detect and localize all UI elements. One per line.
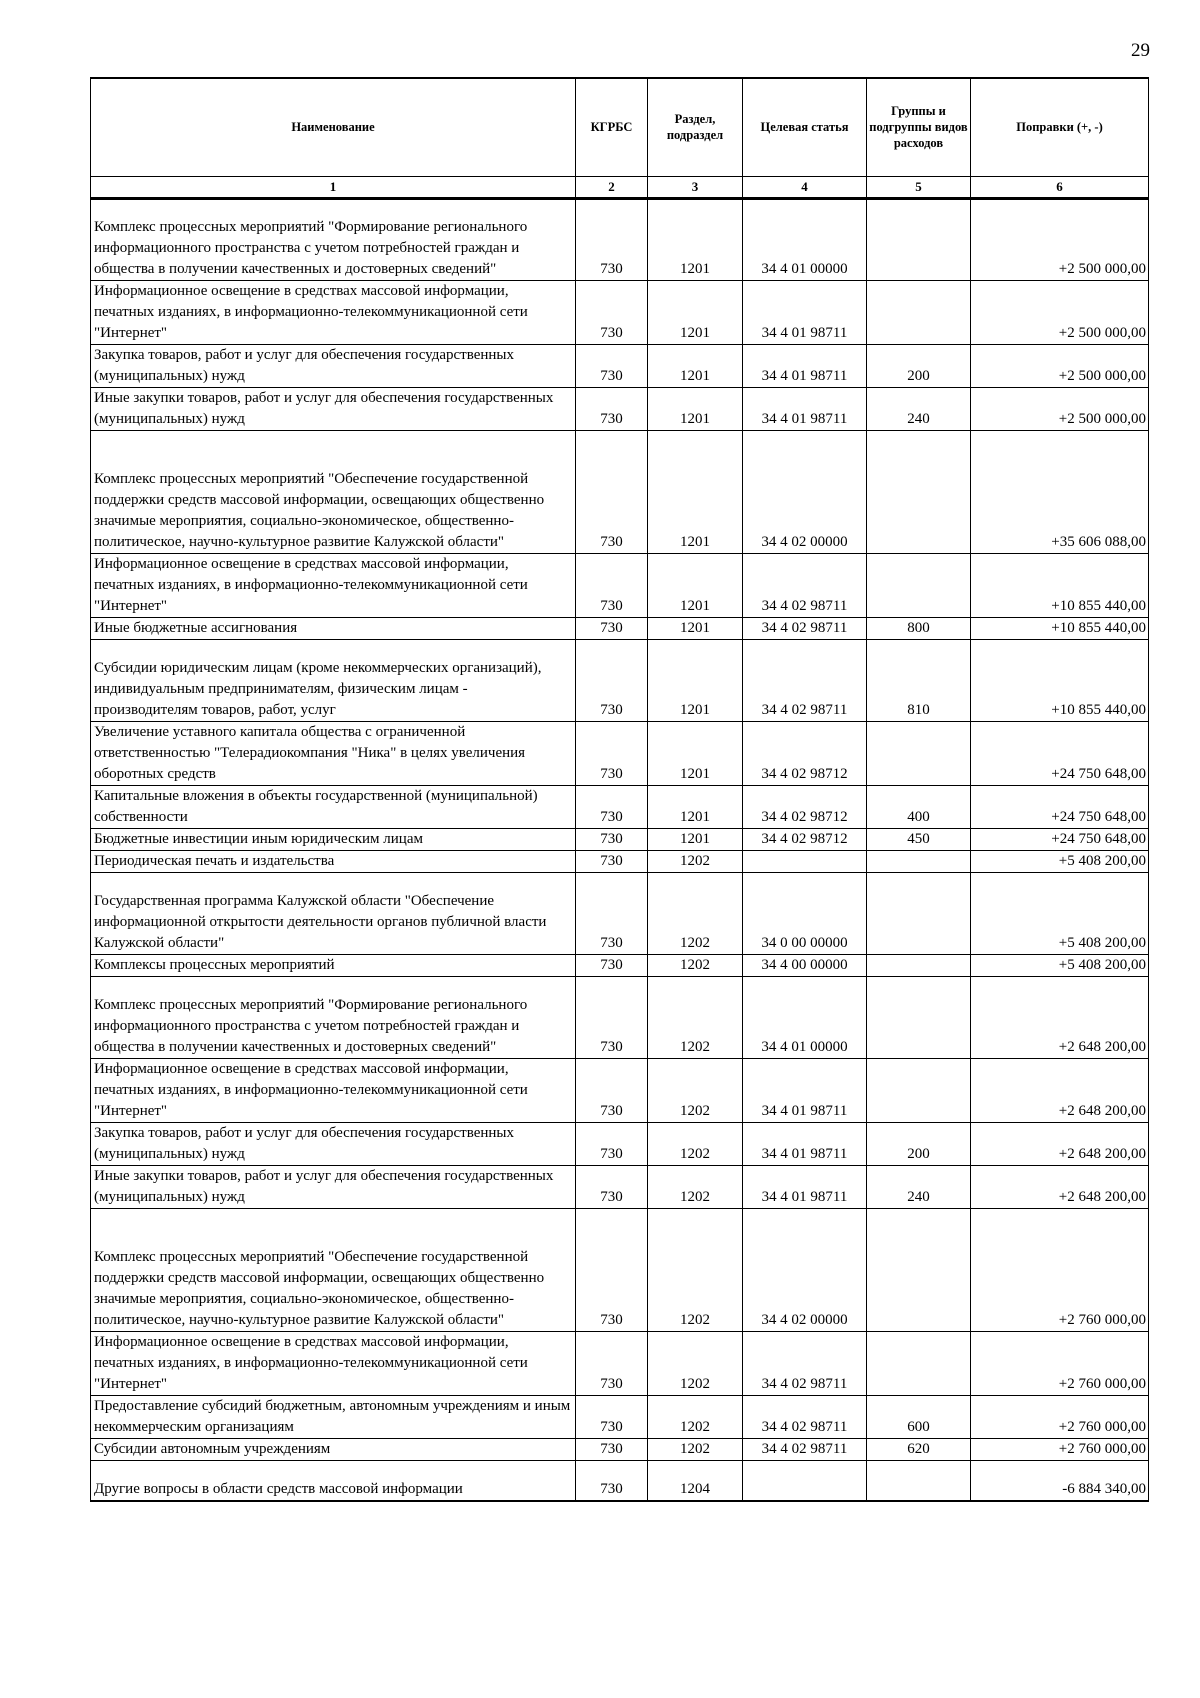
row-amount-cell: +24 750 648,00 (971, 721, 1149, 785)
table-row (91, 1165, 1149, 1208)
row-razdel-cell: 1201 (648, 639, 743, 721)
row-target-cell: 34 4 01 98711 (743, 387, 867, 430)
table-row (91, 1331, 1149, 1395)
row-name-cell: Комплексы процессных мероприятий (91, 954, 576, 976)
table-row (91, 872, 1149, 954)
row-amount-cell: +2 500 000,00 (971, 344, 1149, 387)
row-group-cell (867, 280, 971, 344)
row-target-cell: 34 4 01 98711 (743, 1058, 867, 1122)
row-kgrbs-cell: 730 (576, 872, 648, 954)
row-razdel-cell: 1202 (648, 1208, 743, 1331)
budget-amendments-table (90, 77, 1149, 1502)
row-name-cell: Государственная программа Калужской области "Обеспечение информационной открытости деятельности органов публичной власти Калужской области" (91, 872, 576, 954)
row-target-cell: 34 4 02 98711 (743, 1331, 867, 1395)
table-row (91, 954, 1149, 976)
row-amount-cell: +10 855 440,00 (971, 617, 1149, 639)
row-group-cell (867, 954, 971, 976)
row-name-cell: Субсидии автономным учреждениям (91, 1438, 576, 1460)
row-name-cell: Информационное освещение в средствах массовой информации, печатных изданиях, в информационно-телекоммуникационной сети "Интернет" (91, 553, 576, 617)
row-razdel-cell: 1202 (648, 1395, 743, 1438)
row-razdel-cell: 1202 (648, 850, 743, 872)
row-target-cell: 34 4 01 98711 (743, 1165, 867, 1208)
row-group-cell (867, 721, 971, 785)
row-kgrbs-cell: 730 (576, 553, 648, 617)
row-kgrbs-cell: 730 (576, 954, 648, 976)
table-row (91, 1395, 1149, 1438)
row-target-cell: 34 4 01 00000 (743, 976, 867, 1058)
row-kgrbs-cell: 730 (576, 976, 648, 1058)
table-row (91, 1122, 1149, 1165)
row-kgrbs-cell: 730 (576, 280, 648, 344)
row-target-cell: 34 4 02 98711 (743, 639, 867, 721)
row-group-cell (867, 553, 971, 617)
row-target-cell: 34 4 02 98711 (743, 1438, 867, 1460)
row-amount-cell: +10 855 440,00 (971, 639, 1149, 721)
row-razdel-cell: 1201 (648, 344, 743, 387)
row-kgrbs-cell: 730 (576, 639, 648, 721)
row-group-cell: 240 (867, 1165, 971, 1208)
row-amount-cell: +2 648 200,00 (971, 1122, 1149, 1165)
row-amount-cell: +5 408 200,00 (971, 954, 1149, 976)
row-target-cell: 34 4 00 00000 (743, 954, 867, 976)
row-amount-cell: +2 648 200,00 (971, 1058, 1149, 1122)
table-row (91, 785, 1149, 828)
row-target-cell: 34 4 01 98711 (743, 280, 867, 344)
column-number: 3 (648, 176, 743, 198)
row-name-cell: Закупка товаров, работ и услуг для обеспечения государственных (муниципальных) нужд (91, 1122, 576, 1165)
row-target-cell: 34 4 02 98711 (743, 617, 867, 639)
row-name-cell: Комплекс процессных мероприятий "Обеспечение государственной поддержки средств массовой информации, освещающих общественно значимые мероприятия, социально-экономическое, общественно-политическое, научно-культурное развитие Калужской области" (91, 1208, 576, 1331)
row-name-cell: Бюджетные инвестиции иным юридическим лицам (91, 828, 576, 850)
row-razdel-cell: 1202 (648, 1165, 743, 1208)
table-row (91, 1058, 1149, 1122)
row-kgrbs-cell: 730 (576, 430, 648, 553)
row-group-cell: 600 (867, 1395, 971, 1438)
row-target-cell: 34 0 00 00000 (743, 872, 867, 954)
row-razdel-cell: 1201 (648, 198, 743, 280)
row-group-cell: 200 (867, 344, 971, 387)
row-name-cell: Комплекс процессных мероприятий "Формирование регионального информационного пространства с учетом потребностей граждан и общества в получении качественных и достоверных сведений" (91, 198, 576, 280)
column-number: 2 (576, 176, 648, 198)
row-group-cell: 620 (867, 1438, 971, 1460)
row-target-cell (743, 1460, 867, 1501)
row-group-cell (867, 850, 971, 872)
row-razdel-cell: 1202 (648, 872, 743, 954)
table-row (91, 617, 1149, 639)
row-target-cell: 34 4 02 98711 (743, 553, 867, 617)
row-target-cell: 34 4 02 98711 (743, 1395, 867, 1438)
row-group-cell: 450 (867, 828, 971, 850)
row-razdel-cell: 1202 (648, 976, 743, 1058)
row-razdel-cell: 1202 (648, 1058, 743, 1122)
row-amount-cell: +2 760 000,00 (971, 1208, 1149, 1331)
row-name-cell: Иные закупки товаров, работ и услуг для обеспечения государственных (муниципальных) нужд (91, 387, 576, 430)
row-kgrbs-cell: 730 (576, 1395, 648, 1438)
table-row (91, 1438, 1149, 1460)
row-target-cell: 34 4 01 98711 (743, 1122, 867, 1165)
row-group-cell: 800 (867, 617, 971, 639)
column-number: 6 (971, 176, 1149, 198)
row-target-cell (743, 850, 867, 872)
table-row (91, 344, 1149, 387)
table-row (91, 387, 1149, 430)
row-razdel-cell: 1201 (648, 387, 743, 430)
table-row (91, 639, 1149, 721)
header-group: Группы и подгруппы видов расходов (867, 78, 971, 176)
row-amount-cell: +2 648 200,00 (971, 976, 1149, 1058)
row-group-cell: 200 (867, 1122, 971, 1165)
row-amount-cell: +2 760 000,00 (971, 1438, 1149, 1460)
row-group-cell: 810 (867, 639, 971, 721)
row-kgrbs-cell: 730 (576, 785, 648, 828)
row-razdel-cell: 1201 (648, 828, 743, 850)
row-kgrbs-cell: 730 (576, 344, 648, 387)
row-amount-cell: +24 750 648,00 (971, 785, 1149, 828)
row-amount-cell: +10 855 440,00 (971, 553, 1149, 617)
row-kgrbs-cell: 730 (576, 1122, 648, 1165)
header-kgrbs: КГРБС (576, 78, 648, 176)
row-name-cell: Увеличение уставного капитала общества с ограниченной ответственностью "Телерадиокомпания "Ника" в целях увеличения оборотных средств (91, 721, 576, 785)
row-name-cell: Информационное освещение в средствах массовой информации, печатных изданиях, в информационно-телекоммуникационной сети "Интернет" (91, 1058, 576, 1122)
row-razdel-cell: 1201 (648, 430, 743, 553)
row-target-cell: 34 4 02 00000 (743, 1208, 867, 1331)
row-razdel-cell: 1201 (648, 785, 743, 828)
header-name: Наименование (91, 78, 576, 176)
row-kgrbs-cell: 730 (576, 1058, 648, 1122)
row-target-cell: 34 4 02 98712 (743, 721, 867, 785)
table-row (91, 721, 1149, 785)
row-name-cell: Предоставление субсидий бюджетным, автономным учреждениям и иным некоммерческим организациям (91, 1395, 576, 1438)
row-target-cell: 34 4 01 98711 (743, 344, 867, 387)
row-name-cell: Периодическая печать и издательства (91, 850, 576, 872)
row-amount-cell: +5 408 200,00 (971, 850, 1149, 872)
table-row (91, 198, 1149, 280)
row-group-cell (867, 1331, 971, 1395)
column-number: 4 (743, 176, 867, 198)
row-target-cell: 34 4 02 00000 (743, 430, 867, 553)
header-razdel: Раздел, подраздел (648, 78, 743, 176)
table-row (91, 1208, 1149, 1331)
row-kgrbs-cell: 730 (576, 617, 648, 639)
row-amount-cell: +24 750 648,00 (971, 828, 1149, 850)
row-amount-cell: +2 648 200,00 (971, 1165, 1149, 1208)
row-name-cell: Комплекс процессных мероприятий "Обеспечение государственной поддержки средств массовой информации, освещающих общественно значимые мероприятия, социально-экономическое, общественно-политическое, научно-культурное развитие Калужской области" (91, 430, 576, 553)
row-target-cell: 34 4 02 98712 (743, 785, 867, 828)
row-amount-cell: -6 884 340,00 (971, 1460, 1149, 1501)
row-razdel-cell: 1202 (648, 1438, 743, 1460)
row-group-cell (867, 1460, 971, 1501)
row-razdel-cell: 1201 (648, 617, 743, 639)
table-row (91, 280, 1149, 344)
row-razdel-cell: 1202 (648, 1122, 743, 1165)
row-kgrbs-cell: 730 (576, 1208, 648, 1331)
column-number-row (91, 176, 1149, 198)
row-group-cell (867, 198, 971, 280)
table-row (91, 976, 1149, 1058)
row-name-cell: Информационное освещение в средствах массовой информации, печатных изданиях, в информационно-телекоммуникационной сети "Интернет" (91, 280, 576, 344)
row-razdel-cell: 1201 (648, 280, 743, 344)
row-amount-cell: +5 408 200,00 (971, 872, 1149, 954)
row-kgrbs-cell: 730 (576, 850, 648, 872)
row-kgrbs-cell: 730 (576, 1165, 648, 1208)
row-group-cell (867, 976, 971, 1058)
row-name-cell: Комплекс процессных мероприятий "Формирование регионального информационного пространства с учетом потребностей граждан и общества в получении качественных и достоверных сведений" (91, 976, 576, 1058)
row-kgrbs-cell: 730 (576, 1460, 648, 1501)
row-amount-cell: +2 500 000,00 (971, 280, 1149, 344)
column-number: 1 (91, 176, 576, 198)
row-kgrbs-cell: 730 (576, 198, 648, 280)
row-target-cell: 34 4 01 00000 (743, 198, 867, 280)
table-row (91, 850, 1149, 872)
row-group-cell (867, 1208, 971, 1331)
row-name-cell: Информационное освещение в средствах массовой информации, печатных изданиях, в информационно-телекоммуникационной сети "Интернет" (91, 1331, 576, 1395)
row-name-cell: Иные бюджетные ассигнования (91, 617, 576, 639)
row-razdel-cell: 1204 (648, 1460, 743, 1501)
row-kgrbs-cell: 730 (576, 721, 648, 785)
row-razdel-cell: 1202 (648, 1331, 743, 1395)
row-group-cell: 240 (867, 387, 971, 430)
row-name-cell: Иные закупки товаров, работ и услуг для обеспечения государственных (муниципальных) нужд (91, 1165, 576, 1208)
row-amount-cell: +2 500 000,00 (971, 387, 1149, 430)
header-amount: Поправки (+, -) (971, 78, 1149, 176)
row-amount-cell: +2 760 000,00 (971, 1395, 1149, 1438)
row-razdel-cell: 1201 (648, 721, 743, 785)
row-kgrbs-cell: 730 (576, 1331, 648, 1395)
header-target: Целевая статья (743, 78, 867, 176)
row-target-cell: 34 4 02 98712 (743, 828, 867, 850)
row-group-cell (867, 1058, 971, 1122)
column-number: 5 (867, 176, 971, 198)
row-name-cell: Капитальные вложения в объекты государственной (муниципальной) собственности (91, 785, 576, 828)
row-group-cell (867, 872, 971, 954)
table-header-row (91, 78, 1149, 176)
table-row (91, 430, 1149, 553)
row-amount-cell: +2 500 000,00 (971, 198, 1149, 280)
row-name-cell: Субсидии юридическим лицам (кроме некоммерческих организаций), индивидуальным предпринимателям, физическим лицам - производителям товаров, работ, услуг (91, 639, 576, 721)
row-razdel-cell: 1202 (648, 954, 743, 976)
row-kgrbs-cell: 730 (576, 387, 648, 430)
page-number: 29 (1131, 40, 1150, 61)
row-razdel-cell: 1201 (648, 553, 743, 617)
table-row (91, 553, 1149, 617)
row-amount-cell: +2 760 000,00 (971, 1331, 1149, 1395)
row-name-cell: Другие вопросы в области средств массовой информации (91, 1460, 576, 1501)
row-group-cell: 400 (867, 785, 971, 828)
row-kgrbs-cell: 730 (576, 828, 648, 850)
row-kgrbs-cell: 730 (576, 1438, 648, 1460)
row-name-cell: Закупка товаров, работ и услуг для обеспечения государственных (муниципальных) нужд (91, 344, 576, 387)
table-row (91, 1460, 1149, 1501)
row-group-cell (867, 430, 971, 553)
row-amount-cell: +35 606 088,00 (971, 430, 1149, 553)
table-row (91, 828, 1149, 850)
